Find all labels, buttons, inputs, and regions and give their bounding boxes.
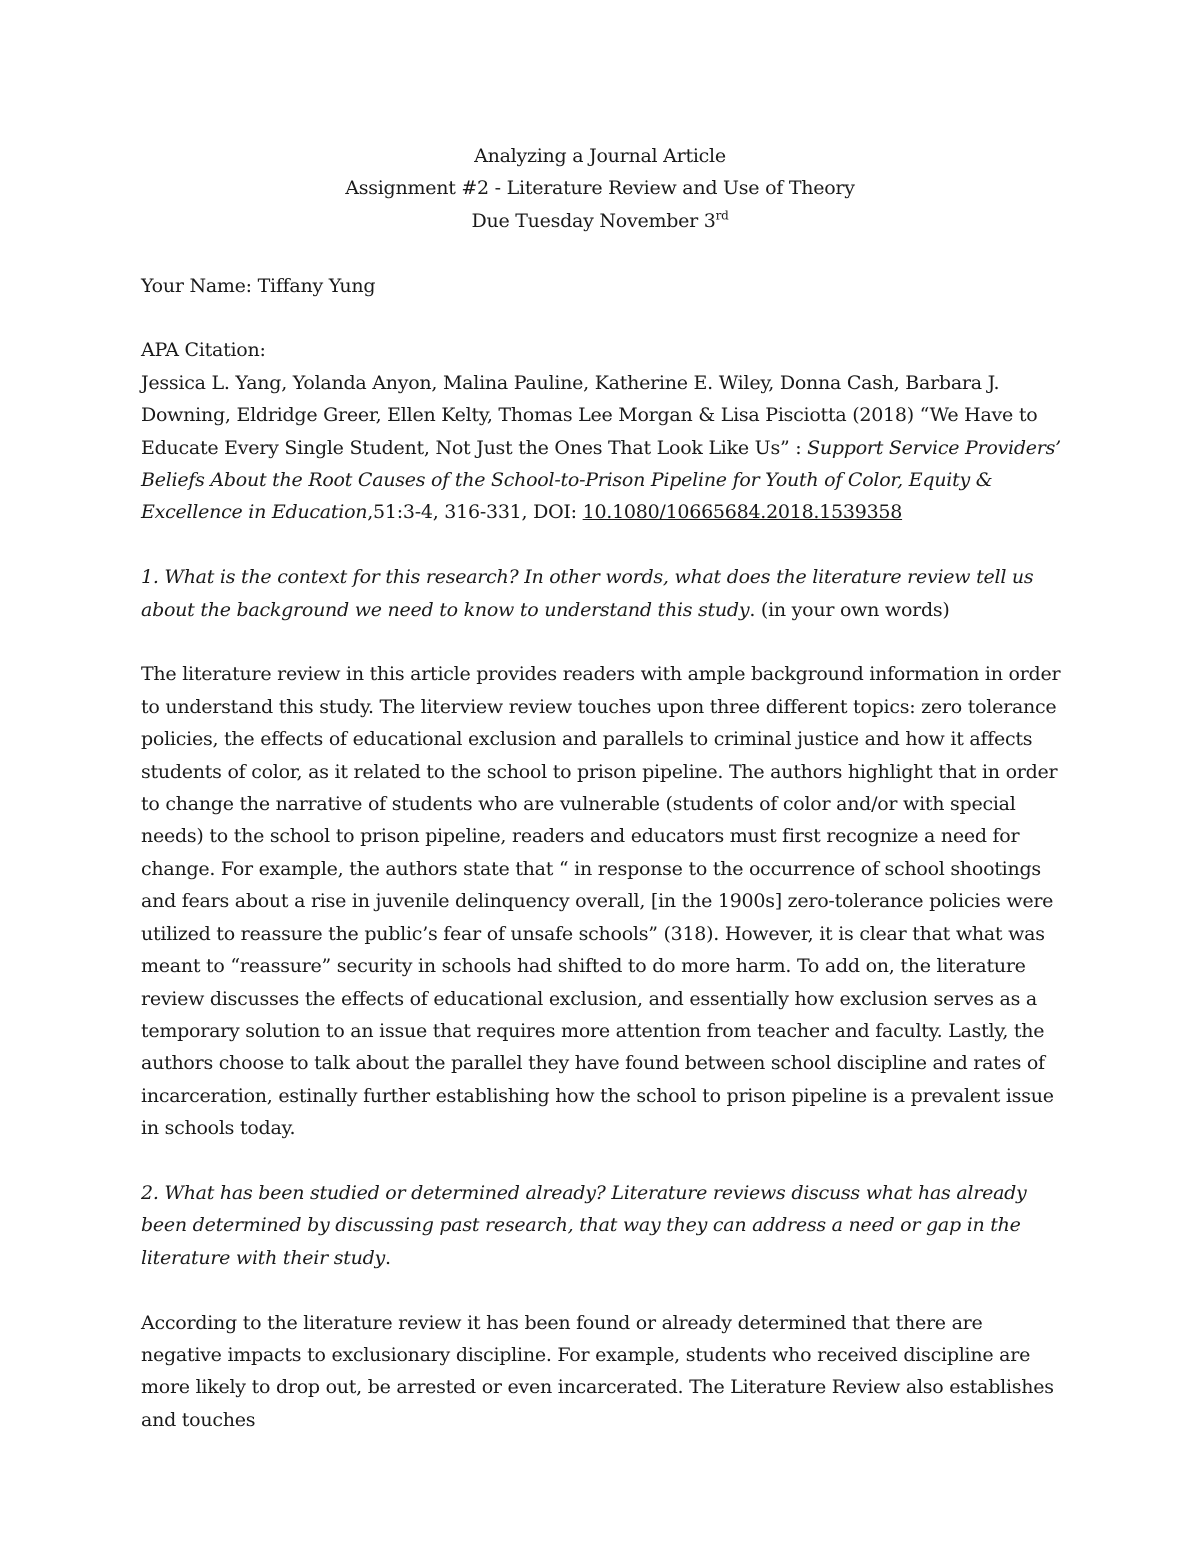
citation-authors-title: Jessica L. Yang, Yolanda Anyon, Malina Pauline, Katherine E. Wiley, Donna Cash, Barbara J. Downing, Eldridge Greer, Ellen Kelty, Thomas Lee Morgan & Lisa Pisciotta (2018) “We Have to Educate Every Single Student, Not Just the Ones That Look Like Us” :	[141, 371, 1038, 459]
due-date-ordinal: rd	[715, 208, 729, 223]
question-2-tail: .	[385, 1246, 391, 1269]
question-1-text: 1. What is the context for this research? In other words, what does the literature review tell us about the background we need to know to understand this study	[141, 566, 1034, 621]
document-title: Analyzing a Journal Article	[474, 145, 726, 167]
citation-doi-link[interactable]: 10.1080/10665684.2018.1539358	[582, 501, 903, 524]
document-header	[139, 140, 1061, 237]
due-date-line	[139, 205, 1061, 237]
question-2-text: 2. What has been studied or determined already? Literature reviews discuss what has already been determined by discussing past research, that way they can address a need or gap in the literature with their study	[141, 1181, 1027, 1269]
question-1-prompt	[141, 561, 1061, 626]
citation-subtitle: Support Service Providers’ Beliefs About the Root Causes of the School-to-Prison Pipeline for Youth of Color, Equity & Excellence in Education	[141, 436, 1061, 524]
question-1-tail: . (in your own words)	[749, 598, 950, 621]
question-2-prompt	[141, 1177, 1061, 1274]
apa-citation	[141, 367, 1061, 529]
citation-volume-pages: ,51:3-4, 316-331, DOI:	[367, 501, 583, 524]
due-date-text: Due Tuesday November 3	[471, 209, 716, 232]
document-page	[141, 140, 1061, 1436]
student-name-line: Your Name: Tiffany Yung	[141, 274, 376, 297]
assignment-line: Assignment #2 - Literature Review and Use of Theory	[345, 177, 855, 200]
question-1-answer: The literature review in this article provides readers with ample background information in order to understand this study. The literview review touches upon three different topics: zero tolerance policies, the effects of educational exclusion and parallels to criminal justice and how it affects students of color, as it related to the school to prison pipeline. The authors highlight that in order to change the narrative of students who are vulnerable (students of color and/or with special needs) to the school to prison pipeline, readers and educators must first recognize a need for change. For example, the authors state that “ in response to the occurrence of school shootings and fears about a rise in juvenile delinquency overall, [in the 1900s] zero-tolerance policies were utilized to reassure the public’s fear of unsafe schools” (318). However, it is clear that what was meant to “reassure” security in schools had shifted to do more harm. To add on, the literature review discusses the effects of educational exclusion, and essentially how exclusion serves as a temporary solution to an issue that requires more attention from teacher and faculty. Lastly, the authors choose to talk about the parallel they have found between school discipline and rates of incarceration, estinally further establishing how the school to prison pipeline is a prevalent issue in schools today.	[141, 663, 1061, 1140]
question-2-answer: According to the literature review it has been found or already determined that there are negative impacts to exclusionary discipline. For example, students who received discipline are more likely to drop out, be arrested or even incarcerated. The Literature Review also establishes and touches	[141, 1311, 1054, 1431]
citation-label: APA Citation:	[141, 339, 266, 362]
